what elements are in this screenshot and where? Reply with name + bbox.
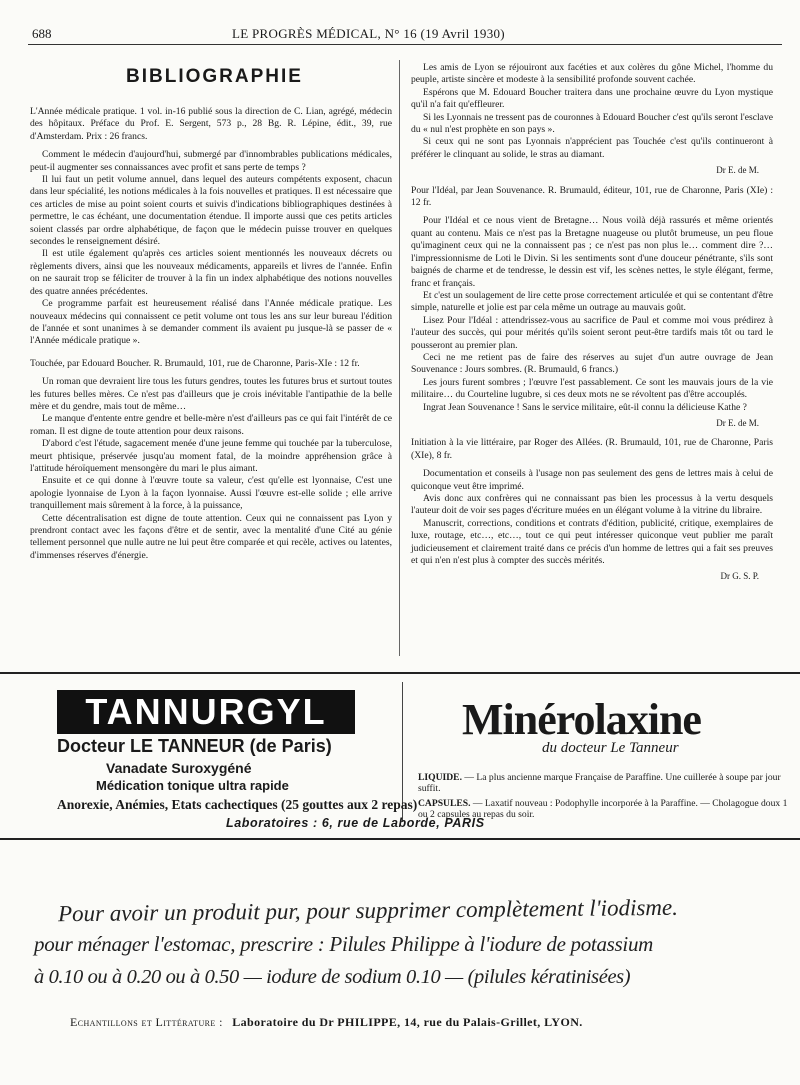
ad-top-rule [0, 672, 800, 674]
paragraph: Les jours furent sombres ; l'œuvre l'est passablement. Ce sont les mauvais jours de la vie militaire… du Courteline lugubre, si ces deux mots ne se révoltent pas d'être accouplés. [411, 376, 773, 401]
left-column [30, 106, 392, 562]
minerolaxine-subtitle: du docteur Le Tanneur [542, 740, 679, 756]
right-column [411, 62, 773, 591]
column-divider [399, 60, 400, 656]
paragraph: Manuscrit, corrections, conditions et contrats d'édition, publicité, critique, exemplaires de luxe, routage, etc…, etc…, tout ce qui peut intéresser quiconque veut publier me paraît judicieusement et clairement traité dans ce précis d'un homme de lettres qui a fait ses preuves et qui n'en n'est plus à compter des succès mérités. [411, 517, 773, 567]
paragraph: Un roman que devraient lire tous les futurs gendres, toutes les futures brus et surtout toutes les futures belles mères. Ce n'est pas d'ailleurs que je crois inévitable l'antipathie de la belle mère et du gendre, mais tout de même… [30, 376, 392, 412]
paragraph: D'abord c'est l'étude, sagacement menée d'une jeune femme qui touchée par la tuberculose, meurt phtisique, préservée jusqu'au moment fatal, de la moindre appréhension grâce à l'attitude héroïquement mensongère du mari le plus aimant. [30, 438, 392, 474]
paragraph: Si les Lyonnais ne tressent pas de couronnes à Edouard Boucher c'est qu'ils seront l'esclave du « nul n'est prophète en son pays ». [411, 111, 773, 136]
signature: Dr E. de M. [716, 417, 759, 428]
review-annee-medicale-heading: L'Année médicale pratique. 1 vol. in-16 publié sous la direction de C. Lian, agrégé, médecin des hôpitaux. Préface du Prof. E. Sergent, 573 p., 28 Bg. R. Lépine, édit., 39, rue d'Amsterdam. Prix : 26 francs. [30, 106, 392, 142]
paragraph: Ceci ne me retient pas de faire des réserves au sujet d'un autre ouvrage de Jean Souvenance : Jours sombres. (R. Brumauld, 6 francs.) [411, 351, 773, 376]
paragraph: Ce programme parfait est heureusement réalisé dans l'Année médicale pratique. Les nouveaux médecins qui connaissent ce petit volume ont tous les ans sur leur bureau l'édition de l'année et sont unanimes à se demander comment ils avaient pu jusque-là se passer de « l'Année médicale pratique ». [30, 298, 392, 347]
liquide-text: — La plus ancienne marque Française de Paraffine. Une cuillerée à soupe par jour suffit. [418, 772, 781, 794]
handwritten-line: Pour avoir un produit pur, pour supprimer complètement l'iodisme. [57, 894, 679, 927]
tannurgyl-doctor: Docteur LE TANNEUR (de Paris) [57, 736, 332, 756]
footer-address: Laboratoire du Dr PHILIPPE, 14, rue du Palais-Grillet, LYON. [232, 1015, 583, 1029]
minerolaxine-liquide [418, 772, 788, 794]
paragraph: Il lui faut un petit volume annuel, dans lequel des auteurs compétents exposent, chacun dans leur spécialité, les notions médicales à la fois nouvelles et pratiques. Il est nécessaire que ces articles de mise au point soient courts et suivis d'indications bibliographiques destinées à permettre, le cas échéant, une documentation étendue. Il importe aussi que ces petits articles soient classés par ordre alphabétique, de façon que le médecin puisse trouver en quelques secondes le renseignement désiré. [30, 174, 392, 248]
tannurgyl-line: Vanadate Suroxygéné [106, 760, 252, 776]
paragraph: Comment le médecin d'aujourd'hui, submergé par d'innombrables publications médicales, peut-il augmenter ses connaissances avec profit et sans perte de temps ? [30, 149, 392, 173]
laboratoires-address: Laboratoires : 6, rue de Laborde, PARIS [226, 816, 485, 830]
signature: Dr E. de M. [716, 165, 759, 176]
page-number: 688 [32, 26, 52, 41]
review-initiation-heading: Initiation à la vie littéraire, par Roger des Allées. (R. Brumauld, 101, rue de Charonne, Paris (XIe), 8 fr. [411, 437, 773, 461]
paragraph: Cette décentralisation est digne de toute attention. Ceux qui ne connaissent pas Lyon y prendront contact avec les façons d'être et de sentir, avec la mentalité d'une Cité au génie tellement personnel que nulle autre ne lui peut être comparée et qui recèle, actives ou latentes, d'immenses réserves d'énergie. [30, 512, 392, 561]
footer-label: Echantillons et Littérature : [70, 1015, 223, 1029]
tannurgyl-line: Anorexie, Anémies, Etats cachectiques (25 gouttes aux 2 repas) [57, 797, 418, 812]
paragraph: Ingrat Jean Souvenance ! Sans le service militaire, eût-il connu la délicieuse Kathe ? [423, 401, 747, 413]
ad-bottom-rule [0, 838, 800, 840]
paragraph: Avis donc aux confrères qui ne connaissant pas bien les processus à la vertu desquels l'auteur doit de voir ses pages d'écriture muées en un élégant volume à la vitrine du libraire. [411, 493, 773, 517]
liquide-label: LIQUIDE. [418, 772, 462, 783]
capsules-label: CAPSULES. [418, 798, 471, 809]
tannurgyl-line: Médication tonique ultra rapide [96, 778, 289, 793]
paragraph: Pour l'Idéal et ce nous vient de Bretagne… Nous voilà déjà rassurés et même orientés quant au contenu. Mais ce n'est pas la Bretagne nuageuse ou plutôt brumeuse, un peu floue qu'imaginent ceux qui ne la connaissent pas ; ce n'est pas non plus le… comment dire ?… l'impressionnisme de Loti le Divin. Si les sentiments sont d'une douceur pénétrante, s'ils sont baignés de charme et de tendresse, le dessin est vif, les scènes nettes, le style élégant, ferme, franc et français. [411, 215, 773, 289]
minerolaxine-details [418, 772, 788, 820]
paragraph: Si ceux qui ne sont pas Lyonnais n'apprécient pas Touchée c'est qu'ils continueront à préférer le clinquant au solide, le stras au diamant. [411, 136, 773, 160]
paragraph: Le manque d'entente entre gendre et belle-mère n'est d'ailleurs pas ce qui fait l'intérêt de ce roman. Il est digne de toute attention pour deux raisons. [30, 413, 392, 437]
paragraph: Lisez Pour l'Idéal : attendrissez-vous au sacrifice de Paul et comme moi vous prédirez à l'auteur des succès, qui pour mérités qu'ils soient seront peut-être tardifs mais tôt ou tard le pousseront au premier plan. [411, 314, 773, 351]
section-title: BIBLIOGRAPHIE [126, 66, 303, 87]
paragraph: Les amis de Lyon se réjouiront aux facéties et aux colères du gône Michel, l'homme du peuple, artiste sincère et modeste à la sensibilité profonde souvent cachée. [411, 62, 773, 86]
footer [70, 1015, 583, 1030]
handwritten-line: pour ménager l'estomac, prescrire : Pilules Philippe à l'iodure de potassium [34, 932, 654, 956]
paragraph: Documentation et conseils à l'usage non pas seulement des gens de lettres mais à celui de quiconque veut être imprimé. [411, 468, 773, 492]
capsules-text: — Laxatif nouveau : Podophylle incorporée à la Paraffine. — Cholagogue doux 1 ou 2 capsules au repas du soir. [418, 798, 788, 820]
review-ideal-heading: Pour l'Idéal, par Jean Souvenance. R. Brumauld, éditeur, 101, rue de Charonne, Paris (XIe) : 12 fr. [411, 184, 773, 209]
minerolaxine-logo: Minérolaxine [462, 695, 701, 744]
paragraph: Il est utile également qu'après ces articles soient mentionnés les nouveaux décrets ou règlements divers, ainsi que les nouveaux médicaments, appareils et livres de l'année. Enfin on ne saurait trop se féliciter de trouver à la fin un index alphabétique des notions nouvelles des quatre années précédentes. [30, 248, 392, 297]
review-touchee-heading: Touchée, par Edouard Boucher. R. Brumauld, 101, rue de Charonne, Paris-XIe : 12 fr. [30, 357, 360, 369]
signature: Dr G. S. P. [720, 571, 759, 582]
tannurgyl-logo: TANNURGYL [57, 690, 355, 734]
paragraph: Espérons que M. Edouard Boucher traitera dans une prochaine œuvre du Lyon mystique qu'il n'a fait qu'effleurer. [411, 86, 773, 111]
handwritten-line: à 0.10 ou à 0.20 ou à 0.50 — iodure de sodium 0.10 — (pilules kératinisées) [34, 966, 631, 988]
journal-title: LE PROGRÈS MÉDICAL, N° 16 (19 Avril 1930) [232, 26, 505, 41]
paragraph: Et c'est un soulagement de lire cette prose correctement articulée et qui se contentant d'être simple, naturelle et jolie est par cela même un outrage au mauvais goût. [411, 289, 773, 314]
header-rule [28, 44, 782, 45]
paragraph: Ensuite et ce qui donne à l'œuvre toute sa valeur, c'est qu'elle est lyonnaise, C'est une apologie lyonnaise de Lyon à la façon lyonnaise. Aussi l'œuvre est-elle solide ; elle arrive tranquillement mais sûrement à la force, à la puissance, [30, 475, 392, 512]
